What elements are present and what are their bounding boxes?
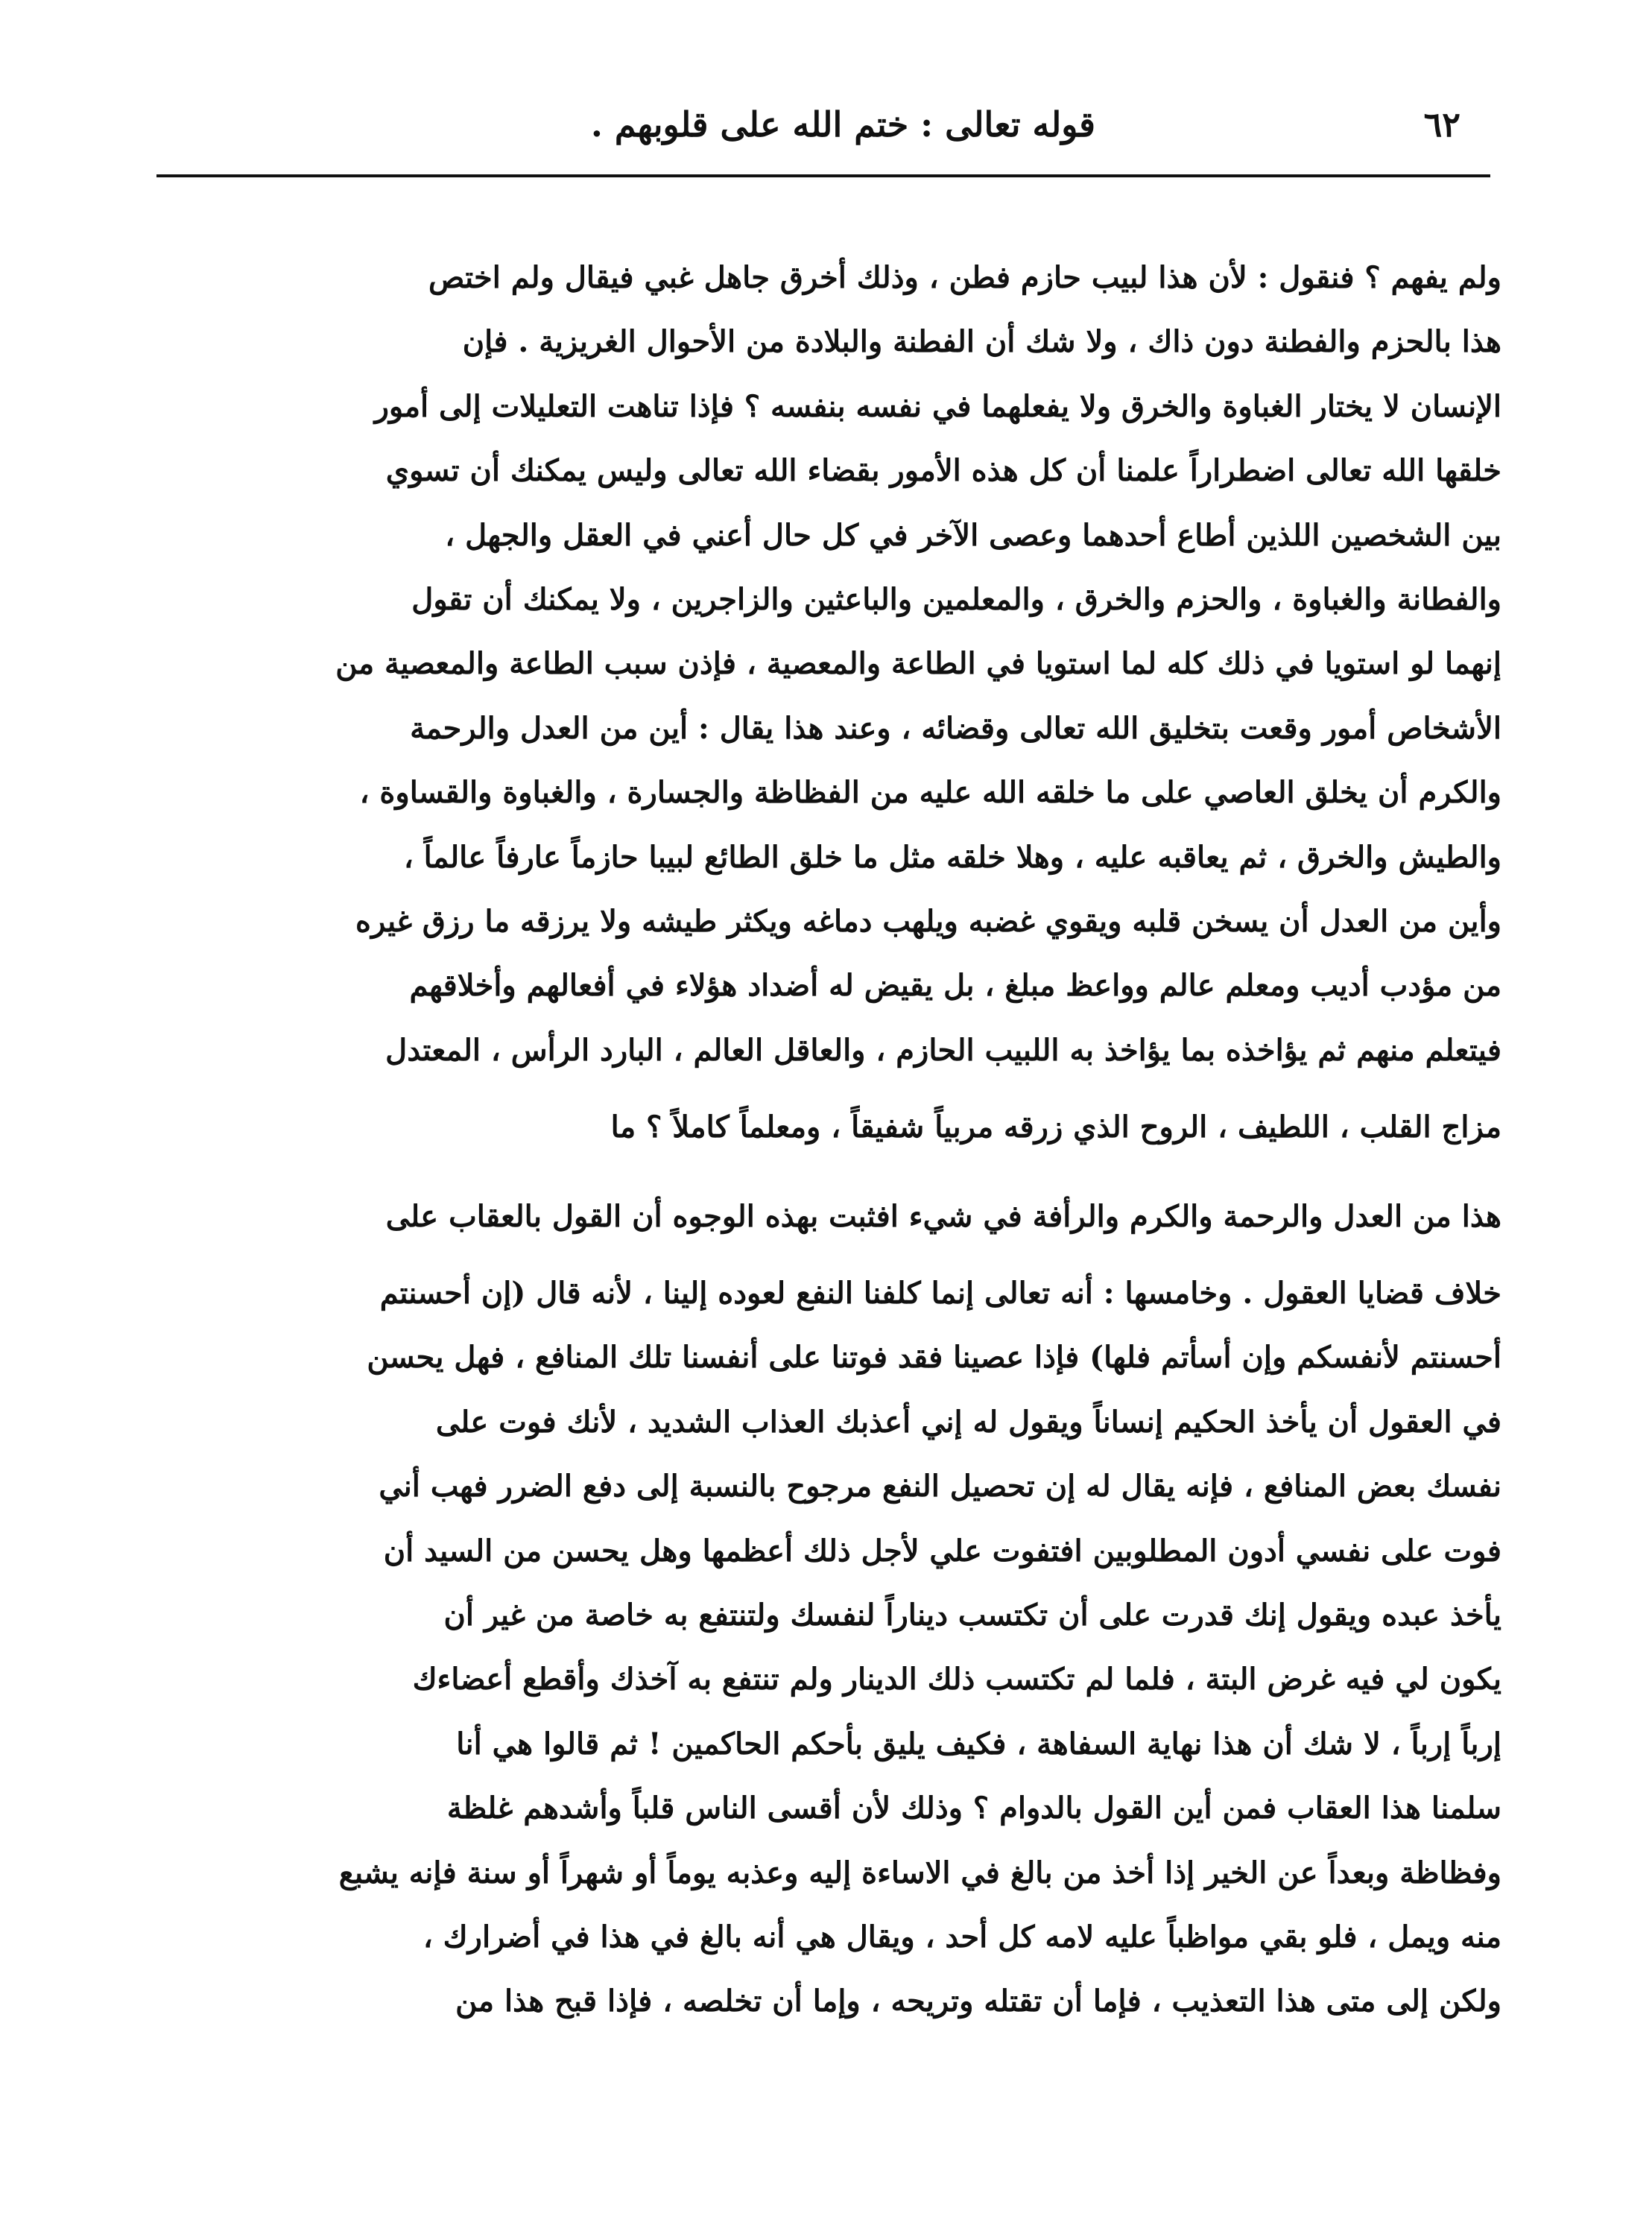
text-line: هذا من العدل والرحمة والكرم والرأفة في شيء افثبت بهذه الوجوه أن القول بالعقاب على (385, 1199, 1501, 1235)
text-line: من مؤدب أديب ومعلم عالم وواعظ مبلغ ، بل يقيض له أضداد هؤلاء في أفعالهم وأخلاقهم (409, 968, 1501, 1004)
text-line: أحسنتم لأنفسكم وإن أسأتم فلها) فإذا عصينا فقد فوتنا على أنفسنا تلك المنافع ، فهل يحسن (367, 1340, 1501, 1376)
text-line: وأين من العدل أن يسخن قلبه ويقوي غضبه ويلهب دماغه ويكثر طيشه ولا يرزقه ما رزق غيره (355, 903, 1501, 939)
page-number: ٦٢ (1423, 104, 1460, 145)
text-line: خلقها الله تعالى اضطراراً علمنا أن كل هذه الأمور بقضاء الله تعالى وليس يمكنك أن تسوي (385, 453, 1501, 489)
text-line: فوت على نفسي أدون المطلوبين افتفوت علي لأجل ذلك أعظمها وهل يحسن من السيد أن (383, 1533, 1501, 1569)
text-line: والكرم أن يخلق العاصي على ما خلقه الله عليه من الفظاظة والجسارة ، والغباوة والقساوة ، (359, 775, 1501, 811)
text-line: والفطانة والغباوة ، والحزم والخرق ، والمعلمين والباعثين والزاجرين ، ولا يمكنك أن تقول (411, 581, 1501, 617)
text-line: يكون لي فيه غرض البتة ، فلما لم تكتسب ذلك الدينار ولم تنتفع به آخذك وأقطع أعضاءك (412, 1662, 1501, 1697)
text-line: في العقول أن يأخذ الحكيم إنساناً ويقول له إني أعذبك العذاب الشديد ، لأنك فوت على (435, 1404, 1501, 1440)
header-divider (156, 174, 1490, 177)
text-line: وفظاظة وبعداً عن الخير إذا أخذ من بالغ في الاساءة إليه وعذبه يوماً أو شهراً أو سنة فإنه يشبع (338, 1855, 1501, 1890)
text-line: الأشخاص أمور وقعت بتخليق الله تعالى وقضائه ، وعند هذا يقال : أين من العدل والرحمة (410, 710, 1501, 746)
text-line: الإنسان لا يختار الغباوة والخرق ولا يفعلهما في نفسه بنفسه ؟ فإذا تناهت التعليلات إلى أمور (374, 388, 1501, 424)
text-line: بين الشخصين اللذين أطاع أحدهما وعصى الآخر في كل حال أعني في العقل والجهل ، (445, 517, 1501, 553)
text-line: والطيش والخرق ، ثم يعاقبه عليه ، وهلا خلقه مثل ما خلق الطائع لبيبا حازماً عارفاً عالماً ، (403, 839, 1501, 875)
text-line: إرباً إرباً ، لا شك أن هذا نهاية السفاهة ، فكيف يليق بأحكم الحاكمين ! ثم قالوا هي أنا (456, 1726, 1501, 1762)
page-header (156, 97, 1490, 164)
running-title: قوله تعالى : ختم الله على قلوبهم . (590, 104, 1095, 145)
text-line: مزاج القلب ، اللطيف ، الروح الذي زرقه مربياً شفيقاً ، ومعلماً كاملاً ؟ ما (610, 1110, 1501, 1145)
text-line: هذا بالحزم والفطنة دون ذاك ، ولا شك أن الفطنة والبلادة من الأحوال الغريزية . فإن (462, 324, 1501, 360)
text-line: ولم يفهم ؟ فنقول : لأن هذا لبيب حازم فطن ، وذلك أخرق جاهل غبي فيقال ولم اختص (428, 260, 1501, 295)
text-line: فيتعلم منهم ثم يؤاخذه بما يؤاخذ به اللبيب الحازم ، والعاقل العالم ، البارد الرأس ، المعتدل (385, 1032, 1501, 1068)
body-text (153, 246, 1501, 2034)
text-line: ولكن إلى متى هذا التعذيب ، فإما أن تقتله وتريحه ، وإما أن تخلصه ، فإذا قبح هذا من (455, 1984, 1501, 2019)
text-line: يأخذ عبده ويقول إنك قدرت على أن تكتسب ديناراً لنفسك ولتنتفع به خاصة من غير أن (443, 1598, 1501, 1633)
text-line: نفسك بعض المنافع ، فإنه يقال له إن تحصيل النفع مرجوح بالنسبة إلى دفع الضرر فهب أني (379, 1469, 1501, 1504)
text-line: خلاف قضايا العقول . وخامسها : أنه تعالى إنما كلفنا النفع لعوده إلينا ، لأنه قال (إن أحسنتم (379, 1276, 1501, 1311)
text-line: سلمنا هذا العقاب فمن أين القول بالدوام ؟ وذلك لأن أقسى الناس قلباً وأشدهم غلظة (446, 1791, 1501, 1826)
text-line: منه ويمل ، فلو بقي مواظباً عليه لامه كل أحد ، ويقال هي أنه بالغ في هذا في أضرارك ، (423, 1919, 1501, 1954)
text-line: إنهما لو استويا في ذلك كله لما استويا في الطاعة والمعصية ، فإذن سبب الطاعة والمعصية من (335, 646, 1501, 682)
